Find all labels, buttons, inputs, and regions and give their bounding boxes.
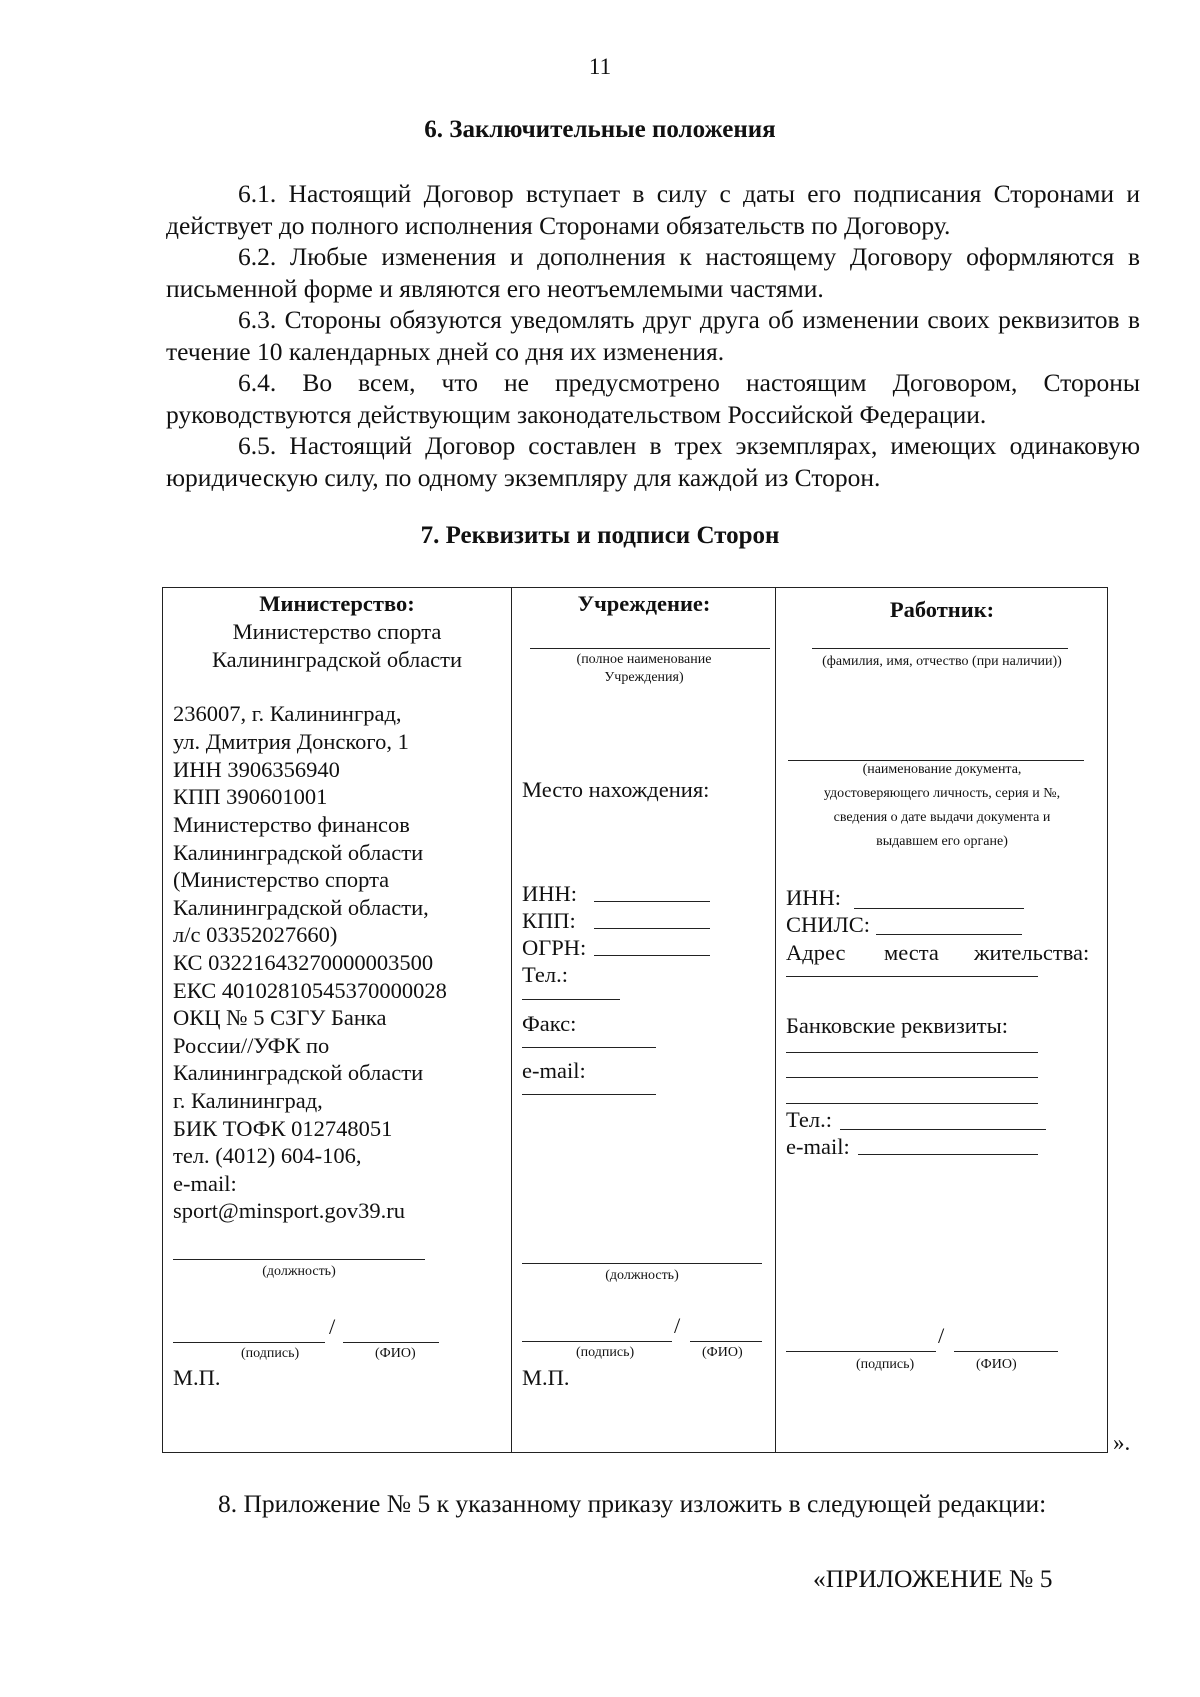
employee-phone-line: [840, 1129, 1046, 1130]
ministry-position-caption: (должность): [262, 1264, 336, 1279]
ministry-fio-line: [343, 1342, 439, 1343]
section-6-title: 6. Заключительные положения: [424, 116, 776, 143]
ministry-detail: КПП 390601001: [173, 784, 328, 809]
ministry-detail: Калининградской области,: [173, 895, 429, 920]
employee-slash: /: [938, 1323, 945, 1348]
employee-phone-label: Тел.:: [786, 1107, 832, 1132]
ministry-detail: тел. (4012) 604-106,: [173, 1143, 362, 1168]
ministry-detail: ЕКС 40102810545370000028: [173, 978, 447, 1003]
ministry-column: [163, 588, 511, 1452]
ministry-detail: БИК ТОФК 012748051: [173, 1116, 393, 1141]
institution-name-caption: (полное наименование: [576, 652, 712, 667]
employee-heading: Работник:: [889, 597, 995, 622]
employee-name-caption: (фамилия, имя, отчество (при наличии)): [822, 654, 1062, 669]
institution-fax-line: [522, 1047, 656, 1048]
employee-address-line: [786, 976, 1038, 977]
ministry-detail: г. Калининград,: [173, 1088, 323, 1113]
employee-document-caption: выдавшем его органе): [876, 834, 1008, 849]
institution-phone-label: Тел.:: [522, 962, 568, 987]
employee-email-line: [858, 1154, 1038, 1155]
employee-bank-label: Банковские реквизиты:: [786, 1013, 1009, 1038]
ministry-signature-line: [173, 1342, 325, 1343]
employee-address-word: места: [884, 940, 939, 965]
paragraph-6-4: 6.4. Во всем, что не предусмотрено настоящим Договором, Стороны руководствуются действующим законодательством Российской Федерации.: [166, 368, 1140, 429]
employee-snils-label: СНИЛС:: [786, 912, 871, 937]
employee-inn-label: ИНН:: [786, 885, 841, 910]
institution-slash: /: [674, 1313, 681, 1338]
employee-signature-line: [786, 1351, 936, 1352]
ministry-stamp: М.П.: [173, 1365, 221, 1390]
section-7-title: 7. Реквизиты и подписи Сторон: [420, 522, 780, 549]
employee-signature-caption: (подпись): [856, 1357, 915, 1372]
ministry-detail: Калининградской области: [173, 1060, 424, 1085]
ministry-detail: Министерство финансов: [173, 812, 410, 837]
employee-document-caption: удостоверяющего личность, серия и №,: [823, 786, 1061, 801]
appendix-heading: «ПРИЛОЖЕНИЕ № 5: [813, 1564, 1053, 1593]
employee-snils-line: [876, 934, 1022, 935]
institution-location-label: Место нахождения:: [522, 777, 710, 802]
institution-inn-line: [594, 901, 710, 902]
institution-signature-line: [522, 1341, 672, 1342]
employee-bank-line: [786, 1103, 1038, 1104]
ministry-detail: КС 03221643270000003500: [173, 950, 434, 975]
institution-name-caption: Учреждения): [604, 670, 684, 685]
institution-fio-line: [690, 1341, 762, 1342]
institution-phone-line: [522, 999, 620, 1000]
employee-bank-line: [786, 1052, 1038, 1053]
institution-fax-label: Факс:: [522, 1011, 577, 1036]
institution-heading: Учреждение:: [577, 591, 711, 616]
institution-column: [511, 588, 775, 1452]
institution-position-line: [522, 1263, 762, 1264]
ministry-position-line: [173, 1259, 425, 1260]
paragraph-6-3: 6.3. Стороны обязуются уведомлять друг друга об изменении своих реквизитов в течение 10 календарных дней со дня их изменения.: [166, 305, 1140, 366]
ministry-name-line: Министерство спорта: [232, 619, 442, 644]
institution-signature-caption: (подпись): [576, 1345, 635, 1360]
institution-email-label: e-mail:: [522, 1058, 586, 1083]
institution-ogrn-line: [594, 955, 710, 956]
ministry-detail: России//УФК по: [173, 1033, 330, 1058]
section-6-paragraphs: [166, 178, 1140, 493]
institution-inn-label: ИНН:: [522, 881, 577, 906]
employee-address-word: Адрес: [786, 940, 846, 965]
institution-ogrn-label: ОГРН:: [522, 935, 587, 960]
page-number: 11: [588, 54, 612, 79]
paragraph-6-5: 6.5. Настоящий Договор составлен в трех экземплярах, имеющих одинаковую юридическую силу, по одному экземпляру для каждой из Сторон.: [166, 431, 1140, 492]
employee-bank-line: [786, 1077, 1038, 1078]
ministry-email: sport@minsport.gov39.ru: [173, 1198, 405, 1223]
ministry-fio-caption: (ФИО): [375, 1346, 416, 1361]
ministry-detail: (Министерство спорта: [173, 867, 390, 892]
ministry-signature-caption: (подпись): [241, 1346, 300, 1361]
closing-quote: ».: [1113, 1430, 1131, 1455]
institution-kpp-label: КПП:: [522, 908, 576, 933]
paragraph-6-2: 6.2. Любые изменения и дополнения к настоящему Договору оформляются в письменной форме и являются его неотъемлемыми частями.: [166, 242, 1140, 303]
employee-document-caption: сведения о дате выдачи документа и: [833, 810, 1051, 825]
ministry-name-line: Калининградской области: [211, 647, 463, 672]
item-8-text: 8. Приложение № 5 к указанному приказу изложить в следующей редакции:: [218, 1489, 1047, 1518]
requisites-table: [162, 587, 1108, 1453]
employee-column: [775, 588, 1107, 1452]
institution-kpp-line: [594, 928, 710, 929]
employee-document-caption: (наименование документа,: [862, 762, 1022, 777]
ministry-slash: /: [329, 1314, 336, 1339]
ministry-detail: ул. Дмитрия Донского, 1: [173, 729, 409, 754]
employee-fio-line: [954, 1351, 1058, 1352]
employee-inn-line: [854, 908, 1024, 909]
institution-fio-caption: (ФИО): [702, 1345, 743, 1360]
employee-address-word: жительства:: [974, 940, 1090, 965]
institution-stamp: М.П.: [522, 1365, 570, 1390]
ministry-detail: 236007, г. Калининград,: [173, 701, 402, 726]
ministry-detail: e-mail:: [173, 1171, 237, 1196]
institution-name-line: [530, 648, 770, 649]
institution-email-line: [522, 1094, 656, 1095]
ministry-detail: ИНН 3906356940: [173, 757, 340, 782]
employee-email-label: e-mail:: [786, 1134, 850, 1159]
ministry-detail: Калининградской области: [173, 840, 424, 865]
ministry-heading: Министерство:: [259, 591, 415, 616]
paragraph-6-1: 6.1. Настоящий Договор вступает в силу с даты его подписания Сторонами и действует до полного исполнения Сторонами обязательств по Договору.: [166, 179, 1140, 240]
ministry-detail: л/с 03352027660): [173, 922, 338, 947]
institution-position-caption: (должность): [605, 1268, 679, 1283]
ministry-detail: ОКЦ № 5 СЗГУ Банка: [173, 1005, 387, 1030]
employee-name-line: [812, 648, 1068, 649]
employee-fio-caption: (ФИО): [976, 1357, 1017, 1372]
